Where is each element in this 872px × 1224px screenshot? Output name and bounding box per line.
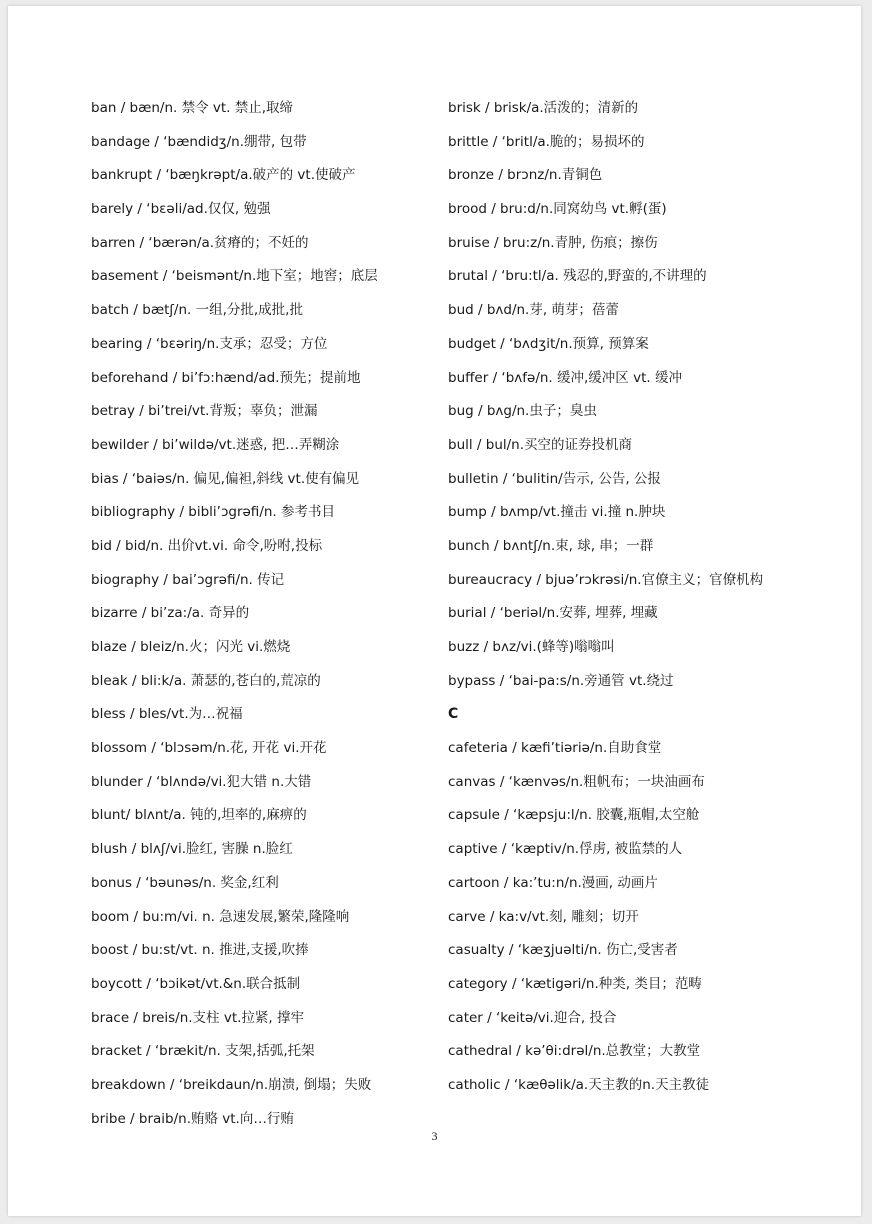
vocab-entry: bud / bʌd/n.芽, 萌芽；蓓蕾 — [448, 302, 619, 319]
page-number: 3 — [431, 1129, 438, 1143]
vocab-entry: carve / ka:v/vt.刻, 雕刻；切开 — [448, 908, 639, 925]
vocab-entry: bankrupt / ‘bæŋkrəpt/a.破产的 vt.使破产 — [91, 167, 356, 184]
vocab-entry: casualty / ‘kæʒjuəlti/n. 伤亡,受害者 — [448, 942, 678, 959]
vocab-entry: bruise / bru:z/n.青肿, 伤痕；擦伤 — [448, 234, 658, 251]
vocab-entry: cathedral / kə’θi:drəl/n.总教堂；大教堂 — [448, 1043, 701, 1060]
left-column — [91, 92, 436, 1136]
section-letter-heading: C — [448, 706, 459, 723]
vocab-entry: burial / ‘beriəl/n.安葬, 埋葬, 埋藏 — [448, 605, 658, 622]
vocab-entry: bronze / brɔnz/n.青铜色 — [448, 167, 603, 184]
vocab-entry: blaze / bleiz/n.火；闪光 vi.燃烧 — [91, 639, 291, 655]
vocab-entry: batch / bætʃ/n. 一组,分批,成批,批 — [91, 302, 303, 319]
vocab-entry: bizarre / bi’za:/a. 奇异的 — [91, 605, 250, 622]
vocab-entry: bypass / ‘bai-pa:s/n.旁通管 vt.绕过 — [448, 672, 674, 689]
vocab-entry: buffer / ‘bʌfə/n. 缓冲,缓冲区 vt. 缓冲 — [448, 369, 682, 386]
vocab-entry: barren / ‘bærən/a.贫瘠的；不妊的 — [91, 234, 309, 251]
vocab-entry: bewilder / bi’wildə/vt.迷惑, 把…弄糊涂 — [91, 436, 340, 453]
vocab-entry: brace / breis/n.支柱 vt.拉紧, 撑牢 — [91, 1009, 305, 1026]
vocab-entry: bonus / ‘bəunəs/n. 奖金,红利 — [91, 874, 279, 891]
vocab-entry: bias / ‘baiəs/n. 偏见,偏袒,斜线 vt.使有偏见 — [91, 470, 360, 487]
vocab-entry: bunch / bʌntʃ/n.束, 球, 串；一群 — [448, 537, 654, 554]
vocab-entry: buzz / bʌz/vi.(蜂等)嗡嗡叫 — [448, 639, 615, 656]
vocab-entry: blossom / ‘blɔsəm/n.花, 开花 vi.开花 — [91, 740, 327, 757]
vocab-entry: barely / ‘bɛəli/ad.仅仅, 勉强 — [91, 201, 271, 218]
vocab-entry: bug / bʌg/n.虫子；臭虫 — [448, 403, 597, 420]
vocab-entry: boycott / ‘bɔikət/vt.&n.联合抵制 — [91, 975, 301, 992]
vocab-entry: basement / ‘beismənt/n.地下室；地窖；底层 — [91, 268, 378, 285]
vocab-entry: bearing / ‘bɛəriŋ/n.支承；忍受；方位 — [91, 335, 328, 352]
vocab-entry: bleak / bli:k/a. 萧瑟的,苍白的,荒凉的 — [91, 672, 321, 689]
vocab-entry: category / ‘kætigəri/n.种类, 类目；范畴 — [448, 975, 702, 992]
vocab-entry: brittle / ‘britl/a.脆的；易损坏的 — [448, 133, 645, 150]
vocab-entry: bribe / braib/n.贿赂 vt.向…行贿 — [91, 1110, 294, 1127]
vocab-entry: blush / blʌʃ/vi.脸红, 害臊 n.脸红 — [91, 841, 293, 858]
vocab-entry: canvas / ‘kænvəs/n.粗帆布；一块油画布 — [448, 773, 705, 790]
vocab-entry: boost / bu:st/vt. n. 推进,支援,吹捧 — [91, 942, 309, 959]
vocab-entry: brood / bru:d/n.同窝幼鸟 vt.孵(蛋) — [448, 201, 667, 218]
vocab-entry: bureaucracy / bjuə’rɔkrəsi/n.官僚主义；官僚机构 — [448, 571, 764, 588]
vocab-entry: capsule / ‘kæpsju:l/n. 胶囊,瓶帽,太空舱 — [448, 807, 700, 824]
vocab-entry: cater / ‘keitə/vi.迎合, 投合 — [448, 1009, 617, 1026]
vocab-entry: bandage / ‘bændidʒ/n.绷带, 包带 — [91, 133, 307, 150]
vocab-entry: bulletin / ‘bulitin/告示, 公告, 公报 — [448, 470, 661, 487]
vocab-entry: cafeteria / kæfi’tiəriə/n.自助食堂 — [448, 740, 662, 757]
vocab-entry: boom / bu:m/vi. n. 急速发展,繁荣,隆隆响 — [91, 908, 350, 925]
vocab-entry: brutal / ‘bru:tl/a. 残忍的,野蛮的,不讲理的 — [448, 268, 707, 285]
vocab-entry: budget / ‘bʌdʒit/n.预算, 预算案 — [448, 335, 649, 352]
vocab-entry: ban / bæn/n. 禁令 vt. 禁止,取缔 — [91, 100, 294, 116]
vocab-entry: bracket / ‘brækit/n. 支架,括弧,托架 — [91, 1043, 315, 1060]
vocab-entry: blunder / ‘blʌndə/vi.犯大错 n.大错 — [91, 773, 312, 790]
vocab-entry: bump / bʌmp/vt.撞击 vi.撞 n.肿块 — [448, 504, 666, 521]
vocab-entry: cartoon / ka:’tu:n/n.漫画, 动画片 — [448, 874, 658, 891]
vocab-entry: captive / ‘kæptiv/n.俘虏, 被监禁的人 — [448, 841, 683, 858]
vocab-entry: brisk / brisk/a.活泼的；清新的 — [448, 100, 639, 116]
vocab-entry: bibliography / bibli’ɔgrəfi/n. 参考书目 — [91, 504, 336, 521]
vocab-entry: bid / bid/n. 出价vt.vi. 命令,吩咐,投标 — [91, 537, 323, 554]
vocab-entry: betray / bi’trei/vt.背叛；辜负；泄漏 — [91, 403, 318, 420]
right-column — [448, 92, 798, 1103]
vocab-entry: beforehand / bi’fɔ:hænd/ad.预先；提前地 — [91, 369, 361, 386]
vocab-entry: biography / bai’ɔgrəfi/n. 传记 — [91, 571, 285, 588]
vocab-entry: bull / bul/n.买空的证券投机商 — [448, 436, 633, 453]
document-page — [8, 6, 861, 1216]
vocab-entry: blunt/ blʌnt/a. 钝的,坦率的,麻痹的 — [91, 807, 307, 824]
vocab-entry: bless / bles/vt.为…祝福 — [91, 706, 243, 723]
vocab-entry: breakdown / ‘breikdaun/n.崩溃, 倒塌；失败 — [91, 1076, 372, 1093]
vocab-entry: catholic / ‘kæθəlik/a.天主教的n.天主教徒 — [448, 1076, 710, 1093]
